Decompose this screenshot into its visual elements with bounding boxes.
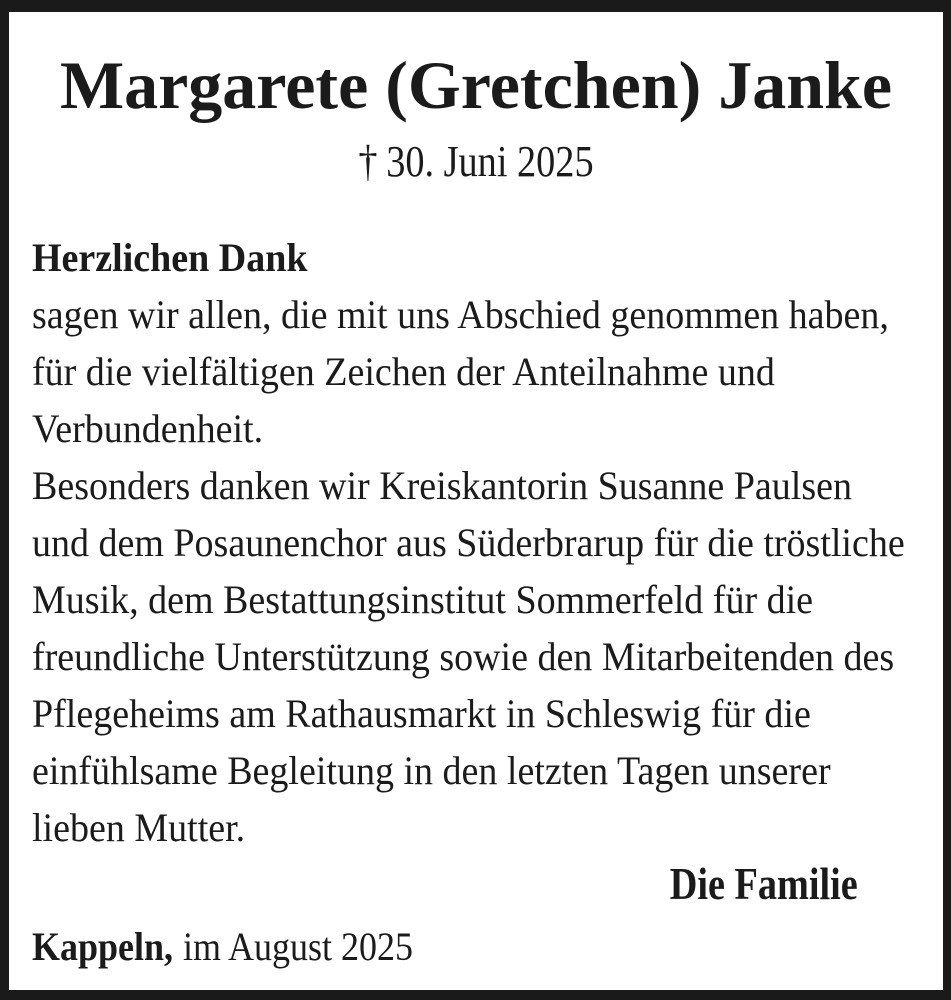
- thanks-heading: Herzlichen Dank: [32, 235, 308, 280]
- body-line: freundliche Unterstützung sowie den Mitarbeitenden des: [32, 634, 895, 679]
- dagger-cross-icon: †: [358, 137, 378, 186]
- written-date: im August 2025: [182, 924, 413, 969]
- death-date: 30. Juni 2025: [386, 137, 594, 186]
- deceased-name: Margarete (Gretchen) Janke: [59, 47, 893, 123]
- body-line: einfühlsame Begleitung in den letzten Tagen unserer: [32, 748, 831, 793]
- body-line: für die vielfältigen Zeichen der Anteilnahme und: [32, 349, 775, 394]
- body-line: lieben Mutter.: [32, 805, 246, 850]
- place-name: Kappeln,: [32, 924, 174, 969]
- body-line: Pflegeheims am Rathausmarkt in Schleswig für die: [32, 691, 811, 736]
- body-line: sagen wir allen, die mit uns Abschied genommen haben,: [32, 292, 889, 337]
- body-line: Besonders danken wir Kreiskantorin Susanne Paulsen: [32, 463, 853, 508]
- notice-content: [9, 12, 943, 990]
- body-line: und dem Posaunenchor aus Süderbrarup für die tröstliche: [32, 520, 905, 565]
- body-line: Verbundenheit.: [32, 406, 264, 451]
- signature-family: Die Familie: [669, 859, 858, 909]
- body-line: Musik, dem Bestattungsinstitut Sommerfeld für die: [32, 577, 814, 622]
- death-date-line: [70, 138, 883, 186]
- thank-you-text: [32, 229, 913, 913]
- place-date-line: [32, 924, 413, 970]
